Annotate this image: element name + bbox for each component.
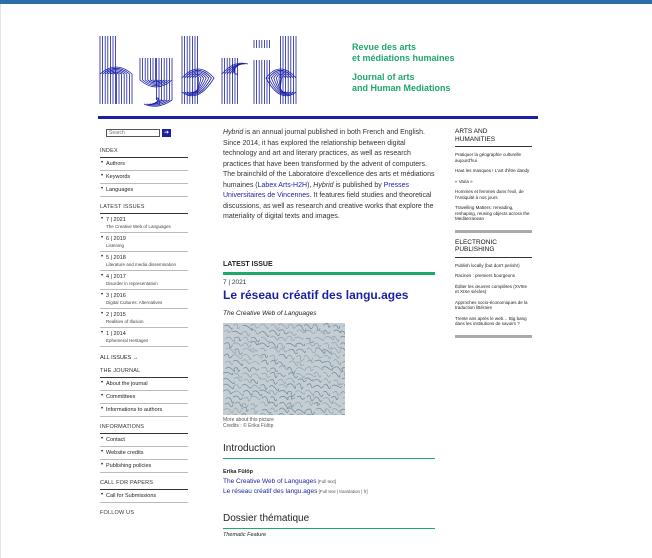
heading-line: ARTS AND <box>455 128 488 135</box>
journal-item-authors-info[interactable]: • Informations to authors <box>100 404 188 417</box>
cover-caption <box>223 417 435 429</box>
info-item-credits[interactable]: • Website credits <box>100 447 188 460</box>
heading-line: PUBLISHING <box>455 246 495 253</box>
cover-image[interactable] <box>223 323 345 415</box>
informations-heading: INFORMATIONS <box>100 424 188 434</box>
cfp-heading: CALL FOR PAPERS <box>100 480 188 490</box>
article-title[interactable]: The Creative Web of Languages <box>223 477 317 485</box>
index-item-languages[interactable]: • Languages <box>100 184 188 197</box>
all-issues-link[interactable]: ALL ISSUES → <box>100 355 139 361</box>
issue-number: 1 | 2014 <box>106 331 126 337</box>
issue-item[interactable] <box>100 233 188 252</box>
issue-item[interactable] <box>100 214 188 233</box>
issue-item[interactable] <box>100 252 188 271</box>
latest-issue-subtitle: The Creative Web of Languages <box>223 309 317 317</box>
section-separator <box>455 335 532 338</box>
intro-text: is an annual journal published in both French and English. Since 2014, it has explored the relationship between digital technology and art and literary practices, as well as research practices that have been transformed by the advent of computers. The brainchild of the Laboratoire d'excellence des arts et médiations humaines ( <box>223 129 435 189</box>
search-box <box>106 128 188 138</box>
journal-heading: THE JOURNAL <box>100 368 188 378</box>
tagline-en-line1: Journal of arts <box>352 72 415 82</box>
intro-text: ), <box>307 181 314 189</box>
index-item-authors[interactable]: • Authors <box>100 158 188 171</box>
info-item-policies[interactable]: • Publishing policies <box>100 460 188 473</box>
latest-issue-title[interactable]: Le réseau créatif des langu.ages <box>223 287 409 302</box>
issue-title: Literature and media dissemination <box>106 262 177 267</box>
article-meta: [Full text | translation | fr] <box>317 488 368 494</box>
caption-more-link[interactable]: More about this picture <box>223 416 274 423</box>
issue-number: 2 | 2015 <box>106 312 126 318</box>
intro-text: . It features field studies and theoretical discussions, as well as research and creative works that explore the materiality of digital texts and images. <box>223 192 434 220</box>
issue-number: 3 | 2016 <box>106 293 126 299</box>
header-rule <box>98 116 538 119</box>
article-meta: [Full text] <box>316 478 336 484</box>
index-heading: INDEX <box>100 148 188 158</box>
issue-title: Listening <box>106 243 125 248</box>
tagline-en-line2: and Human Mediations <box>352 83 451 93</box>
issues-list <box>100 214 188 347</box>
hybrid-logo[interactable] <box>98 34 334 110</box>
arts-item[interactable]: Haut les masques ! L'art d'être dandy <box>455 168 530 173</box>
search-button[interactable] <box>162 129 171 137</box>
article-author[interactable]: Erika Fülöp <box>223 468 253 475</box>
issue-number: 4 | 2017 <box>106 274 126 280</box>
arrow-right-icon: ➔ <box>163 130 170 136</box>
issue-title: The Creative Web of Languages <box>106 224 171 229</box>
article-link[interactable] <box>223 488 435 495</box>
arts-item[interactable]: Hommes et femmes dans l'exil, de l'Antiquité à nos jours <box>455 189 524 200</box>
section-separator <box>455 230 532 233</box>
cfp-item-submissions[interactable]: • Call for Submissions <box>100 490 188 503</box>
index-item-keywords[interactable]: • Keywords <box>100 171 188 184</box>
article-title[interactable]: Le réseau créatif des langu.ages <box>223 487 318 495</box>
search-input[interactable] <box>106 129 160 137</box>
tagline-fr-line2: et médiations humaines <box>352 53 455 63</box>
journal-intro <box>223 128 435 223</box>
journal-item-about[interactable]: • About the journal <box>100 378 188 391</box>
intro-hybrid-italic: Hybrid <box>313 181 334 189</box>
logo-stroke <box>235 58 236 104</box>
issue-item[interactable] <box>100 309 188 328</box>
intro-text: is published by <box>333 181 384 189</box>
issue-number: 7 | 2021 <box>106 217 126 223</box>
cfp-list <box>100 490 188 503</box>
info-item-contact[interactable]: • Contact <box>100 434 188 447</box>
issue-item[interactable] <box>100 271 188 290</box>
informations-list <box>100 434 188 473</box>
issue-title: Digital Cultures: Alternatives <box>106 300 163 305</box>
follow-heading: FOLLOW US <box>100 510 135 516</box>
heading-line: ELECTRONIC <box>455 238 497 246</box>
main-content <box>223 128 435 538</box>
epub-item[interactable]: Approches socio-économiques de la traduction littéraire <box>455 299 528 310</box>
publisher-link[interactable]: Presses Universitaires de Vincennes <box>223 181 410 199</box>
issue-title: Realities of Illusion <box>106 319 144 324</box>
epub-item[interactable]: Éditer les œuvres complètes (XVIIIe et XIXe siècles) <box>455 283 528 294</box>
arts-item[interactable]: « Varia » <box>455 178 473 184</box>
introduction-heading: Introduction <box>223 443 435 459</box>
issue-item[interactable] <box>100 290 188 309</box>
arts-item[interactable]: Travelling Matters: rereading, reshaping, reusing objects across the Mediterranean <box>455 205 530 221</box>
arts-item[interactable]: Pratiquer la géographie culturelle aujourd'hui <box>455 152 522 163</box>
journal-list <box>100 378 188 417</box>
issue-number: 6 | 2019 <box>106 236 126 242</box>
issue-number: 5 | 2018 <box>106 255 126 261</box>
issue-title: Ephemeral Heritages <box>106 338 149 343</box>
tagline-english <box>352 72 451 94</box>
journal-item-committees[interactable]: • Committees <box>100 391 188 404</box>
issue-title: Disorder in representation <box>106 281 158 286</box>
labex-link[interactable]: Labex Arts-H2H <box>257 181 308 189</box>
intro-hybrid-italic: Hybrid <box>223 129 244 136</box>
epub-item[interactable]: Publish locally (but don't perish!) <box>455 262 520 268</box>
caption-credits: Credits : © Erika Fülöp <box>223 422 274 429</box>
tagline-fr-line1: Revue des arts <box>352 42 417 52</box>
article-link[interactable] <box>223 478 435 485</box>
logo-stroke <box>269 36 294 104</box>
issue-item[interactable] <box>100 328 188 347</box>
electronic-publishing-heading <box>455 239 532 258</box>
latest-issue-heading: LATEST ISSUE <box>223 261 435 275</box>
epub-item[interactable]: Racines : premiers bourgeons <box>455 273 516 278</box>
epub-item[interactable]: Trente ans après le web… Big bang dans les institutions de savoirs ? <box>455 315 527 326</box>
dossier-heading: Dossier thématique <box>223 513 435 529</box>
latest-issues-heading: LATEST ISSUES <box>100 204 188 214</box>
left-sidebar <box>100 128 188 519</box>
tagline-french <box>352 42 455 64</box>
heading-line: HUMANITIES <box>455 135 496 143</box>
index-list <box>100 158 188 197</box>
arts-humanities-heading <box>455 128 532 147</box>
right-sidebar <box>455 128 532 344</box>
dossier-subtitle: Thematic Feature <box>223 531 267 538</box>
latest-issue-number: 7 | 2021 <box>223 278 247 286</box>
